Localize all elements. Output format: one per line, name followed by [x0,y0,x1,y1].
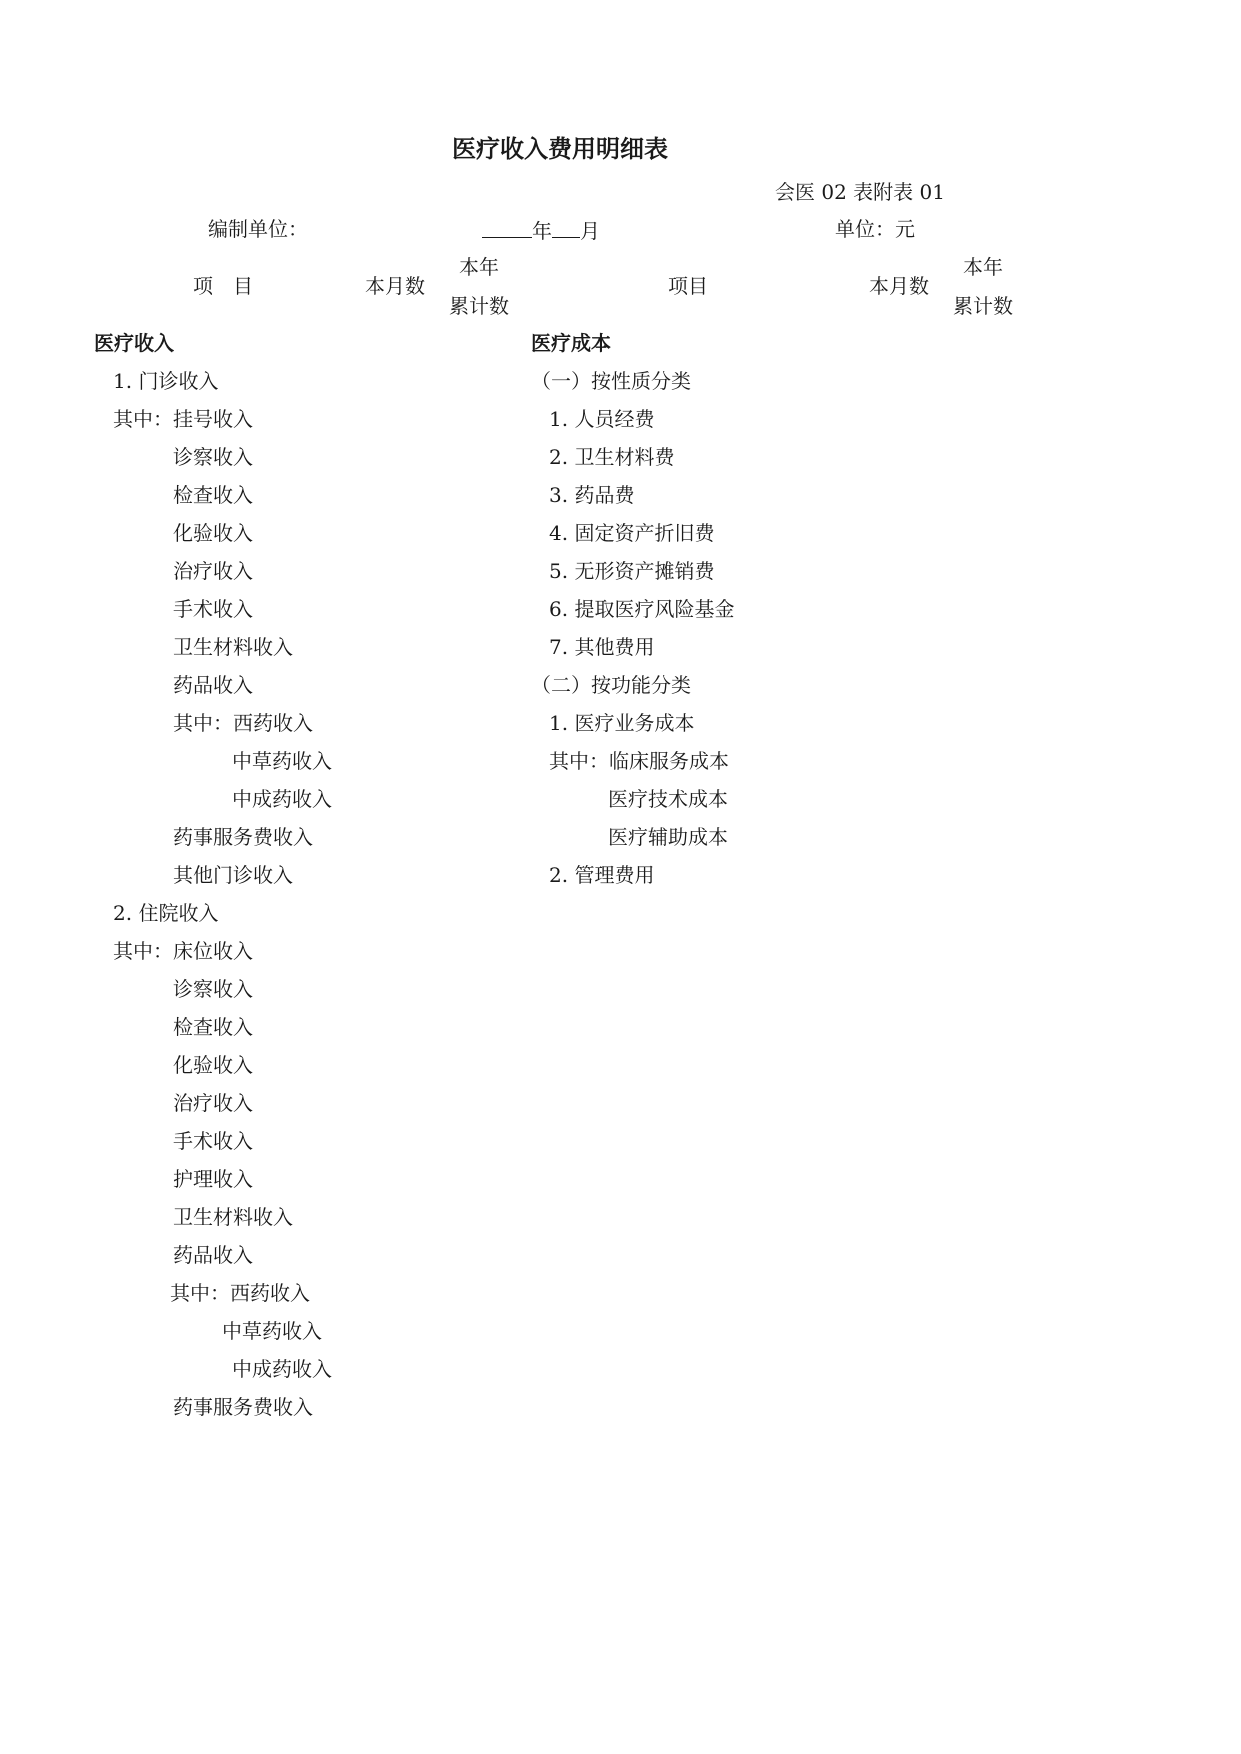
list-item: 卫生材料收入 [173,635,293,659]
list-item: 其中：西药收入 [170,1281,310,1305]
list-item: 2. 卫生材料费 [549,445,675,469]
year-blank [482,217,532,238]
list-item: 其中：床位收入 [113,939,253,963]
list-item: 其他门诊收入 [173,863,293,887]
form-code: 会医 02 表附表 01 [775,180,945,204]
column-header-ytd-right-line1: 本年 [963,255,1003,279]
column-header-month-right: 本月数 [869,274,929,298]
list-item: 诊察收入 [173,977,253,1001]
list-item: 药品收入 [173,1243,253,1267]
year-label: 年 [532,219,552,243]
list-item: 治疗收入 [173,1091,253,1115]
list-item: 中成药收入 [232,1357,332,1381]
list-item: 手术收入 [173,597,253,621]
list-item: （一）按性质分类 [531,369,691,393]
list-item: 3. 药品费 [549,483,635,507]
prepared-by-label: 编制单位： [208,217,308,241]
list-item: 7. 其他费用 [549,635,655,659]
list-item: （二）按功能分类 [531,673,691,697]
date-line [482,217,600,243]
list-item: 药事服务费收入 [173,825,313,849]
list-item: 中草药收入 [232,749,332,773]
column-header-ytd-left-line1: 本年 [459,255,499,279]
month-label: 月 [580,219,600,243]
column-header-item-left: 项 目 [193,274,253,298]
column-header-ytd-right-line2: 累计数 [953,294,1013,318]
list-item: 其中：挂号收入 [113,407,253,431]
list-item: 2. 管理费用 [549,863,655,887]
unit-label: 单位：元 [835,217,915,241]
list-item: 卫生材料收入 [173,1205,293,1229]
list-item: 治疗收入 [173,559,253,583]
list-item: 药品收入 [173,673,253,697]
list-item: 药事服务费收入 [173,1395,313,1419]
list-item: 5. 无形资产摊销费 [549,559,715,583]
list-item: 医疗技术成本 [608,787,728,811]
list-item: 4. 固定资产折旧费 [549,521,715,545]
list-item: 检查收入 [173,483,253,507]
list-item: 中成药收入 [232,787,332,811]
list-item: 化验收入 [173,521,253,545]
list-item: 医疗收入 [94,331,174,355]
list-item: 其中：临床服务成本 [549,749,729,773]
list-item: 1. 人员经费 [549,407,655,431]
list-item: 诊察收入 [173,445,253,469]
column-header-ytd-left-line2: 累计数 [449,294,509,318]
list-item: 2. 住院收入 [113,901,219,925]
month-blank [552,217,580,238]
list-item: 其中：西药收入 [173,711,313,735]
list-item: 6. 提取医疗风险基金 [549,597,735,621]
list-item: 中草药收入 [222,1319,322,1343]
column-header-month-left: 本月数 [365,274,425,298]
column-header-item-right: 项目 [668,274,708,298]
list-item: 化验收入 [173,1053,253,1077]
list-item: 手术收入 [173,1129,253,1153]
page-title: 医疗收入费用明细表 [452,135,668,163]
list-item: 1. 门诊收入 [113,369,219,393]
list-item: 护理收入 [173,1167,253,1191]
list-item: 检查收入 [173,1015,253,1039]
list-item: 医疗辅助成本 [608,825,728,849]
list-item: 医疗成本 [531,331,611,355]
list-item: 1. 医疗业务成本 [549,711,695,735]
